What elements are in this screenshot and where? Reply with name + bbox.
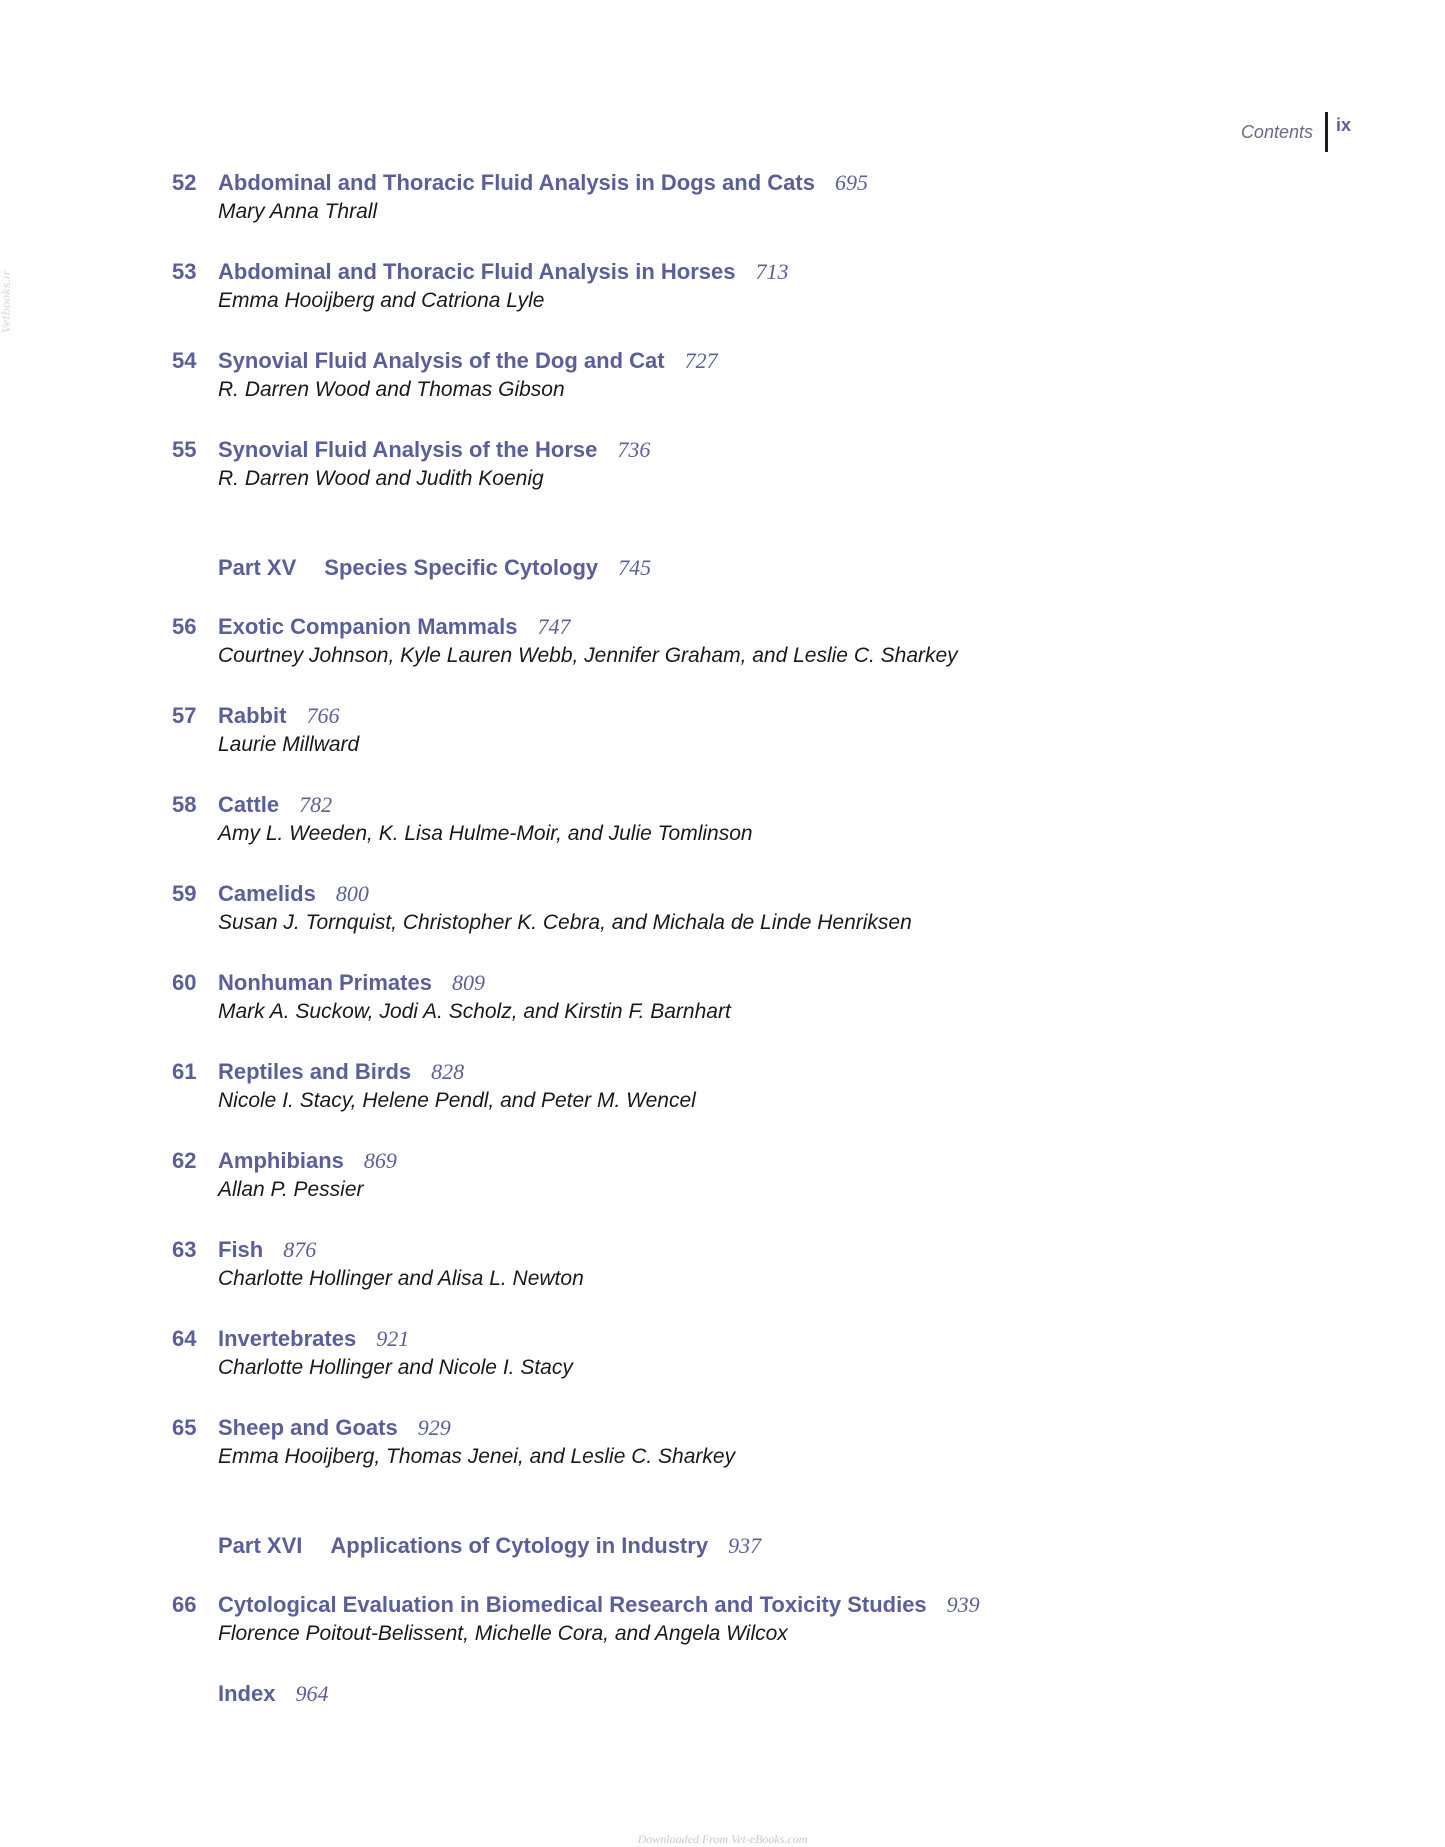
chapter-page: 876 xyxy=(283,1237,317,1262)
part-title-line xyxy=(218,555,651,581)
chapter-title-line xyxy=(218,348,718,374)
chapter-title-line xyxy=(218,1148,397,1174)
chapter-authors: Charlotte Hollinger and Nicole I. Stacy xyxy=(218,1356,573,1379)
chapter-authors: R. Darren Wood and Judith Koenig xyxy=(218,467,544,490)
chapter-authors: Mark A. Suckow, Jodi A. Scholz, and Kirstin F. Barnhart xyxy=(218,1000,731,1023)
chapter-title-line xyxy=(218,881,369,907)
chapter-title[interactable]: Cytological Evaluation in Biomedical Research and Toxicity Studies xyxy=(218,1592,927,1617)
chapter-title[interactable]: Invertebrates xyxy=(218,1326,357,1351)
part-label: Part XV xyxy=(218,555,297,580)
chapter-page: 869 xyxy=(363,1148,397,1173)
chapter-number: 66 xyxy=(172,1592,197,1617)
chapter-authors: Amy L. Weeden, K. Lisa Hulme-Moir, and Julie Tomlinson xyxy=(218,822,753,845)
chapter-page: 782 xyxy=(299,792,333,817)
chapter-title[interactable]: Synovial Fluid Analysis of the Dog and Cat xyxy=(218,348,665,373)
chapter-page: 921 xyxy=(376,1326,410,1351)
chapter-page: 747 xyxy=(537,614,571,639)
chapter-authors: Susan J. Tornquist, Christopher K. Cebra, and Michala de Linde Henriksen xyxy=(218,911,912,934)
chapter-title[interactable]: Abdominal and Thoracic Fluid Analysis in Horses xyxy=(218,259,736,284)
chapter-page: 736 xyxy=(617,437,651,462)
chapter-page: 939 xyxy=(946,1592,980,1617)
chapter-number: 65 xyxy=(172,1415,197,1440)
chapter-authors: Mary Anna Thrall xyxy=(218,200,378,223)
header-divider xyxy=(1325,112,1328,152)
chapter-title[interactable]: Cattle xyxy=(218,792,280,817)
chapter-title-line xyxy=(218,614,571,640)
chapter-title[interactable]: Synovial Fluid Analysis of the Horse xyxy=(218,437,598,462)
chapter-authors: Allan P. Pessier xyxy=(218,1178,364,1201)
chapter-title-line xyxy=(218,1326,409,1352)
chapter-number: 63 xyxy=(172,1237,197,1262)
chapter-number: 54 xyxy=(172,348,197,373)
chapter-authors: Courtney Johnson, Kyle Lauren Webb, Jennifer Graham, and Leslie C. Sharkey xyxy=(218,644,958,667)
chapter-authors: Nicole I. Stacy, Helene Pendl, and Peter M. Wencel xyxy=(218,1089,696,1112)
chapter-title[interactable]: Exotic Companion Mammals xyxy=(218,614,518,639)
part-page: 745 xyxy=(618,555,652,580)
chapter-page: 713 xyxy=(755,259,789,284)
chapter-page: 695 xyxy=(834,170,868,195)
chapter-title[interactable]: Camelids xyxy=(218,881,316,906)
chapter-page: 929 xyxy=(417,1415,451,1440)
chapter-title-line xyxy=(218,1059,464,1085)
side-watermark: Vetbooks.ir xyxy=(0,270,13,334)
chapter-title[interactable]: Reptiles and Birds xyxy=(218,1059,412,1084)
chapter-page: 727 xyxy=(684,348,718,373)
chapter-title[interactable]: Sheep and Goats xyxy=(218,1415,398,1440)
header-page-number: ix xyxy=(1335,114,1351,135)
chapter-title-line xyxy=(218,970,485,996)
index-title[interactable]: Index xyxy=(218,1681,276,1706)
chapter-page: 828 xyxy=(431,1059,465,1084)
chapter-title-line xyxy=(218,170,868,196)
chapter-number: 59 xyxy=(172,881,197,906)
chapter-authors: Emma Hooijberg, Thomas Jenei, and Leslie C. Sharkey xyxy=(218,1445,736,1468)
chapter-number: 55 xyxy=(172,437,197,462)
part-title[interactable]: Species Specific Cytology xyxy=(324,555,599,580)
chapter-authors: Charlotte Hollinger and Alisa L. Newton xyxy=(218,1267,584,1290)
chapter-number: 53 xyxy=(172,259,197,284)
chapter-authors: Laurie Millward xyxy=(218,733,360,756)
chapter-page: 800 xyxy=(335,881,369,906)
running-header xyxy=(1241,112,1351,152)
part-page: 937 xyxy=(728,1533,762,1558)
chapter-title-line xyxy=(218,792,332,818)
chapter-number: 60 xyxy=(172,970,197,995)
chapter-title[interactable]: Abdominal and Thoracic Fluid Analysis in Dogs and Cats xyxy=(218,170,815,195)
chapter-authors: Florence Poitout-Belissent, Michelle Cora, and Angela Wilcox xyxy=(218,1622,788,1645)
chapter-number: 57 xyxy=(172,703,197,728)
chapter-title-line xyxy=(218,1415,451,1441)
chapter-title[interactable]: Amphibians xyxy=(218,1148,344,1173)
chapter-authors: R. Darren Wood and Thomas Gibson xyxy=(218,378,565,401)
chapter-title-line xyxy=(218,1592,980,1618)
chapter-number: 58 xyxy=(172,792,197,817)
part-title[interactable]: Applications of Cytology in Industry xyxy=(330,1533,709,1558)
index-title-line xyxy=(218,1681,328,1707)
footer-watermark: Downloaded From Vet-eBooks.com xyxy=(637,1832,808,1846)
chapter-title[interactable]: Fish xyxy=(218,1237,264,1262)
chapter-title-line xyxy=(218,703,339,729)
part-label: Part XVI xyxy=(218,1533,303,1558)
chapter-number: 61 xyxy=(172,1059,197,1084)
chapter-title-line xyxy=(218,259,789,285)
chapter-title-line xyxy=(218,1237,316,1263)
chapter-title-line xyxy=(218,437,650,463)
chapter-title[interactable]: Rabbit xyxy=(218,703,287,728)
header-section-title: Contents xyxy=(1240,121,1313,142)
chapter-number: 64 xyxy=(172,1326,197,1351)
chapter-authors: Emma Hooijberg and Catriona Lyle xyxy=(218,289,545,312)
chapter-page: 766 xyxy=(306,703,340,728)
index-page: 964 xyxy=(295,1681,329,1706)
chapter-number: 56 xyxy=(172,614,197,639)
chapter-title[interactable]: Nonhuman Primates xyxy=(218,970,432,995)
part-title-line xyxy=(218,1533,761,1559)
chapter-number: 52 xyxy=(172,170,197,195)
chapter-page: 809 xyxy=(451,970,485,995)
chapter-number: 62 xyxy=(172,1148,197,1173)
